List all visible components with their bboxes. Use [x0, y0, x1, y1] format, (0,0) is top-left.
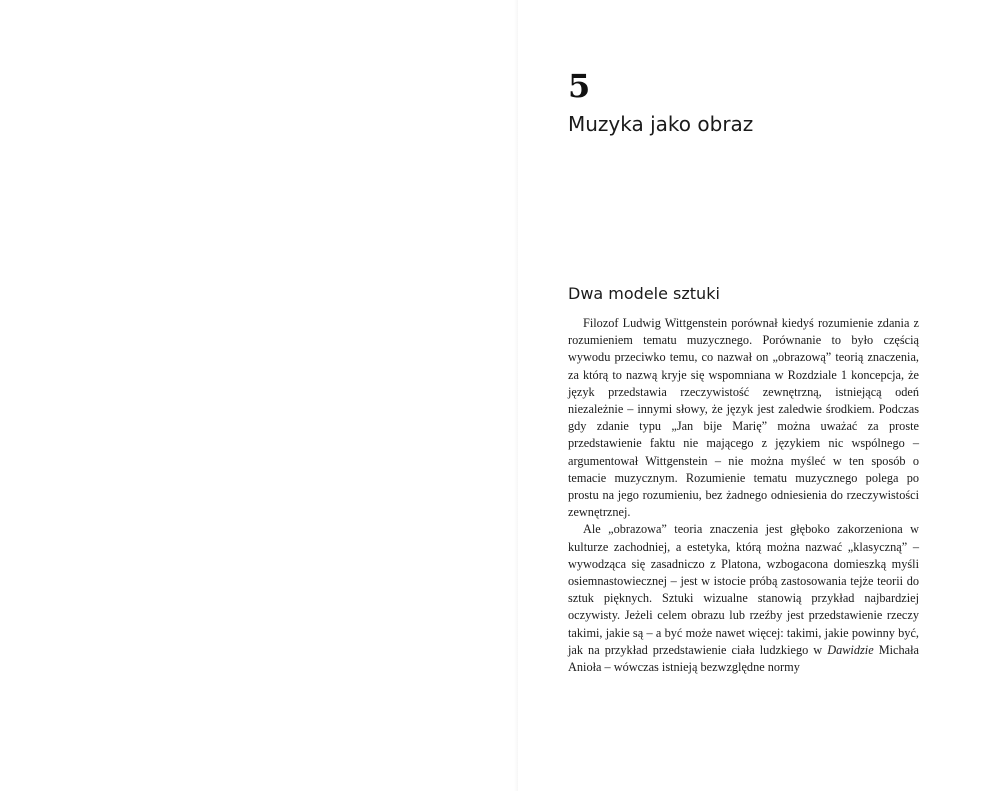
chapter-number: 5: [568, 67, 591, 105]
paragraph-2-italic-title: Dawidzie: [827, 642, 874, 657]
chapter-title: Muzyka jako obraz: [568, 112, 754, 136]
section-heading: Dwa modele sztuki: [568, 284, 720, 303]
paragraph-2: [568, 521, 919, 676]
paragraph-2-text-before: Ale „obrazowa” teoria znaczenia jest głęboko zakorzeniona w kulturze zachodniej, a estetyka, którą można nazwać „klasyczną” – wywodząca się zasadniczo z Platona, wzbogacona domieszką myśli osiemnastowiecznej – jest w istocie próbą zastosowania tejże teorii do sztuk pięknych. Sztuki wizualne stanowią przykład najbardziej oczywisty. Jeżeli celem obrazu lub rzeźby jest przedstawienie rzeczy takimi, jakie są – a być może nawet więcej: takimi, jakie powinny być, jak na przykład przedstawienie ciała ludzkiego w: [568, 522, 919, 657]
body-text: [568, 315, 919, 676]
paragraph-2-text-after: Michała Anioła – wówczas istnieją bezwzględne normy: [568, 642, 919, 675]
paragraph-1: Filozof Ludwig Wittgenstein porównał kiedyś rozumienie zdania z rozumieniem tematu muzycznego. Porównanie to było częścią wywodu przeciwko temu, co nazwał on „obrazową” teorią znaczenia, za którą to nazwą kryje się wspomniana w Rozdziale 1 koncepcja, że język przedstawia rzeczywistość zewnętrzną, istniejącą odeń niezależnie – innymi słowy, że język jest zaledwie środkiem. Podczas gdy zdanie typu „Jan bije Marię” można uważać za proste przedstawienie faktu nie mającego z językiem nic wspólnego – argumentował Wittgenstein – nie można myśleć w ten sposób o temacie muzycznym. Rozumienie tematu muzycznego polega po prostu na jego rozumieniu, bez żadnego odniesienia do rzeczywistości zewnętrznej.: [568, 316, 919, 520]
